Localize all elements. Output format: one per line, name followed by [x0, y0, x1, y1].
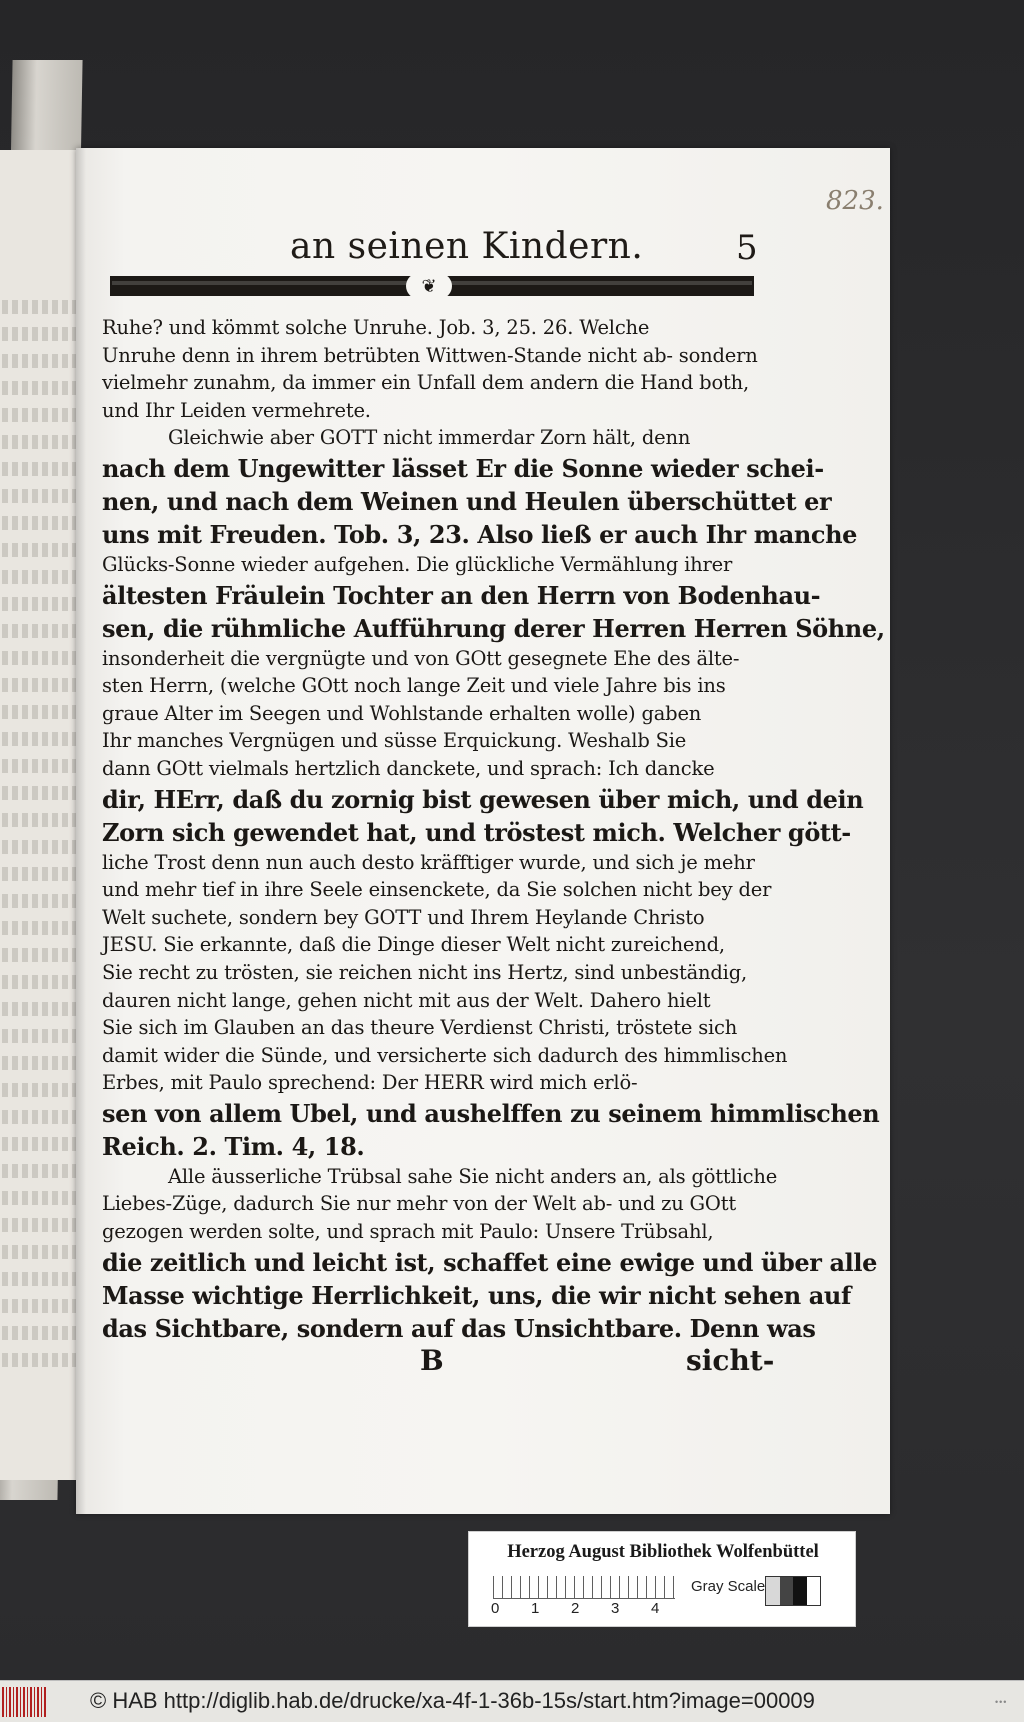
show-through-line	[2, 1164, 82, 1178]
text-line: Reich. 2. Tim. 4, 18.	[102, 1131, 365, 1161]
show-through-line	[2, 1191, 82, 1205]
show-through-line	[2, 867, 82, 881]
text-line: Sie sich im Glauben an das theure Verdienst Christi, tröstete sich	[102, 1016, 738, 1040]
text-line: dauren nicht lange, gehen nicht mit aus der Welt. Dahero hielt	[102, 988, 711, 1012]
text-line: vielmehr zunahm, da immer ein Unfall dem andern die Hand both,	[102, 371, 749, 395]
ruler-number: 0	[491, 1600, 500, 1617]
show-through-line	[2, 1110, 82, 1124]
text-line: und mehr tief in ihre Seele einsenckete, da Sie solchen nicht bey der	[102, 878, 772, 902]
show-through-line	[2, 651, 82, 665]
text-line: dir, HErr, daß du zornig bist gewesen über mich, und dein	[102, 784, 864, 814]
show-through-line	[2, 516, 82, 530]
text-line: sen, die rühmliche Aufführung derer Herren Herren Söhne,	[102, 613, 885, 643]
text-line: nen, und nach dem Weinen und Heulen überschüttet er	[102, 486, 832, 516]
viewer-footer	[0, 1680, 1024, 1722]
show-through-line	[2, 624, 82, 638]
text-line: insonderheit die vergnügte und von GOtt gesegnete Ehe des älte-	[102, 646, 740, 670]
text-line: Sie recht zu trösten, sie reichen nicht ins Hertz, sind unbeständig,	[102, 960, 747, 984]
show-through-line	[2, 543, 82, 557]
show-through-line	[2, 1245, 82, 1259]
show-through-line	[2, 1218, 82, 1232]
text-line: nach dem Ungewitter lässet Er die Sonne wieder schei-	[102, 453, 824, 483]
show-through-line	[2, 462, 82, 476]
text-line: damit wider die Sünde, und versicherte sich dadurch des himmlischen	[102, 1043, 788, 1067]
show-through-line	[2, 1029, 82, 1043]
show-through-line	[2, 948, 82, 962]
previous-page-edge	[0, 150, 82, 1480]
text-line: das Sichtbare, sondern auf das Unsichtbare. Denn was	[102, 1313, 816, 1343]
page-number: 5	[736, 228, 758, 268]
ornament-icon: ❦	[406, 273, 452, 299]
text-line: Unruhe denn in ihrem betrübten Wittwen-Stande nicht ab- sondern	[102, 343, 758, 367]
text-line: und Ihr Leiden vermehrete.	[102, 398, 371, 422]
show-through-line	[2, 894, 82, 908]
show-through-line	[2, 489, 82, 503]
show-through-line	[2, 921, 82, 935]
show-through-line	[2, 786, 82, 800]
text-line: Glücks-Sonne wieder aufgehen. Die glückliche Vermählung ihrer	[102, 552, 733, 576]
ruler-numbers	[491, 1600, 691, 1617]
show-through-line	[2, 327, 82, 341]
text-line: gezogen werden solte, und sprach mit Paulo: Unsere Trübsahl,	[102, 1220, 714, 1244]
text-line: Liebes-Züge, dadurch Sie nur mehr von der Welt ab- und zu GOtt	[102, 1192, 736, 1216]
show-through-line	[2, 759, 82, 773]
text-line: Welt suchete, sondern bey GOTT und Ihrem Heylande Christo	[102, 905, 705, 929]
show-through-line	[2, 597, 82, 611]
ruler-number: 3	[611, 1600, 620, 1617]
show-through-line	[2, 840, 82, 854]
barcode-icon	[2, 1687, 46, 1717]
institution-title: Herzog August Bibliothek Wolfenbüttel	[507, 1542, 819, 1562]
text-line: Ihr manches Vergnügen und süsse Erquickung. Weshalb Sie	[102, 729, 687, 753]
text-line: Zorn sich gewendet hat, und tröstest mich. Welcher gött-	[102, 817, 851, 847]
show-through-line	[2, 1002, 82, 1016]
text-line: sen von allem Ubel, und aushelffen zu seinem himmlischen	[102, 1098, 880, 1128]
show-through-line	[2, 1137, 82, 1151]
text-line: liche Trost denn nun auch desto kräfftiger wurde, und sich je mehr	[102, 850, 755, 874]
text-line: dann GOtt vielmals hertzlich danckete, und sprach: Ich dancke	[102, 756, 715, 780]
ruler-number: 4	[651, 1600, 660, 1617]
text-line: Alle äusserliche Trübsal sahe Sie nicht anders an, als göttliche	[168, 1164, 778, 1188]
text-line: Erbes, mit Paulo sprechend: Der HERR wird mich erlö-	[102, 1071, 638, 1095]
show-through-line	[2, 1299, 82, 1313]
ruler-number: 2	[571, 1600, 580, 1617]
institution-color-card	[468, 1531, 856, 1627]
running-head: an seinen Kindern.	[290, 226, 644, 267]
gray-scale-swatch	[765, 1576, 821, 1606]
handwritten-folio-number: 823.	[826, 186, 884, 216]
more-options-icon[interactable]: •••	[995, 1697, 1008, 1707]
text-line: sten Herrn, (welche GOtt noch lange Zeit und viele Jahre bis ins	[102, 674, 726, 698]
show-through-line	[2, 1083, 82, 1097]
signature-mark: B	[420, 1344, 444, 1377]
show-through-line	[2, 570, 82, 584]
show-through-line	[2, 705, 82, 719]
text-line: ältesten Fräulein Tochter an den Herrn von Bodenhau-	[102, 580, 821, 610]
show-through-line	[2, 1056, 82, 1070]
show-through-line	[2, 408, 82, 422]
body-text	[102, 314, 885, 1370]
show-through-line	[2, 975, 82, 989]
show-through-line	[2, 813, 82, 827]
catchword: sicht-	[686, 1344, 775, 1377]
show-through-line	[2, 1353, 82, 1367]
show-through-line	[2, 354, 82, 368]
scale-ruler	[493, 1576, 675, 1599]
text-line: graue Alter im Seegen und Wohlstande erhalten wolle) gaben	[102, 701, 702, 725]
text-line: Ruhe? und kömmt solche Unruhe. Job. 3, 25. 26. Welche	[102, 316, 650, 339]
text-line: Masse wichtige Herrlichkeit, uns, die wir nicht sehen auf	[102, 1280, 851, 1310]
text-line: Gleichwie aber GOTT nicht immerdar Zorn hält, denn	[168, 426, 691, 450]
text-line: die zeitlich und leicht ist, schaffet eine ewige und über alle	[102, 1247, 877, 1277]
show-through-line	[2, 1272, 82, 1286]
text-line: JESU. Sie erkannte, daß die Dinge dieser Welt nicht zureichend,	[102, 933, 725, 957]
show-through-line	[2, 435, 82, 449]
show-through-line	[2, 678, 82, 692]
gray-scale-label: Gray Scale	[691, 1578, 766, 1595]
show-through-line	[2, 381, 82, 395]
show-through-line	[2, 1326, 82, 1340]
ruler-number: 1	[531, 1600, 540, 1617]
show-through-line	[2, 732, 82, 746]
show-through-line	[2, 300, 82, 314]
source-url-text[interactable]: © HAB http://diglib.hab.de/drucke/xa-4f-1-36b-15s/start.htm?image=00009	[90, 1688, 815, 1713]
text-line: uns mit Freuden. Tob. 3, 23. Also ließ er auch Ihr manche	[102, 519, 858, 549]
page-gutter-shadow	[76, 148, 86, 1514]
